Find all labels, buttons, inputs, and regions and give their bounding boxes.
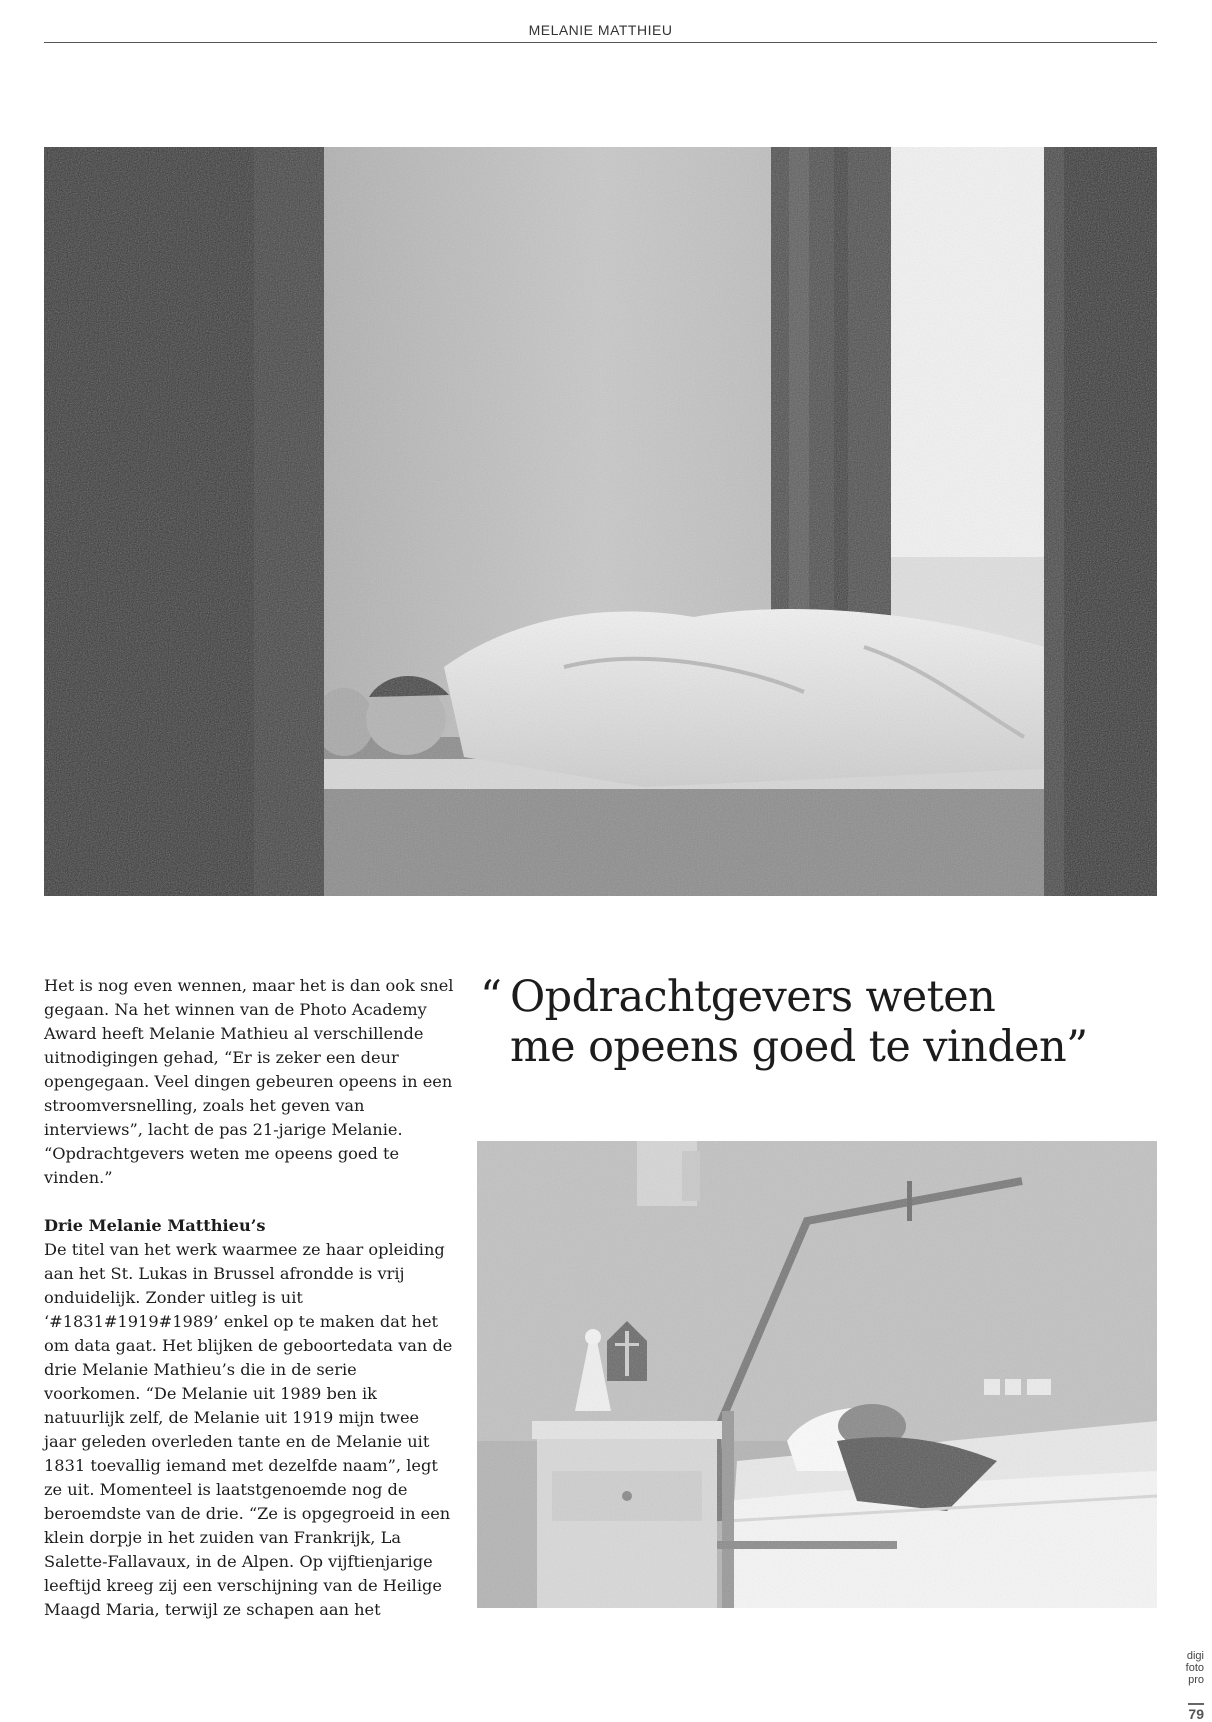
pull-quote-line-2: me opeens goed te vinden”: [510, 1022, 1088, 1072]
pull-quote-open-mark: “: [480, 972, 502, 1022]
header-title: MELANIE MATTHIEU: [528, 22, 673, 38]
brand-line-digi: digi: [1186, 1650, 1204, 1662]
photo-bed-through-doorway: [44, 147, 1157, 896]
running-header: [44, 0, 1157, 43]
page-number: 79: [1188, 1703, 1204, 1722]
article-body: [44, 974, 454, 1622]
section-paragraph: De titel van het werk waarmee ze haar opleiding aan het St. Lukas in Brussel afrondde is vrij onduidelijk. Zonder uitleg is uit ‘#1831#1919#1989’ enkel op te maken dat het om data gaat. Het blijken de geboortedata van de drie Melanie Mathieu’s die in de serie voorkomen. “De Melanie uit 1989 ben ik natuurlijk zelf, de Melanie uit 1919 mijn twee jaar geleden overleden tante en de Melanie uit 1831 toevallig iemand met dezelfde naam”, legt ze uit. Momenteel is laatstgenoemde nog de beroemdste van de drie. “Ze is opgegroeid in een klein dorpje in het zuiden van Frankrijk, La Salette-Fallavaux, in de Alpen. Op vijftienjarige leeftijd kreeg zij een verschijning van de Heilige Maagd Maria, terwijl ze schapen aan het: [44, 1240, 453, 1619]
brand-line-pro: pro: [1188, 1674, 1204, 1686]
section-heading: Drie Melanie Matthieu’s: [44, 1216, 266, 1235]
pull-quote-line-1: Opdrachtgevers weten: [510, 972, 996, 1022]
brand-line-foto: foto: [1185, 1662, 1204, 1674]
magazine-brand: [1164, 1650, 1204, 1686]
photo-hospital-bed: [477, 1141, 1157, 1608]
intro-paragraph: Het is nog even wennen, maar het is dan ook snel gegaan. Na het winnen van de Photo Academy Award heeft Melanie Mathieu al verschillende uitnodigingen gehad, “Er is zeker een deur opengegaan. Veel dingen gebeuren opeens in een stroomversnelling, zoals het geven van interviews”, lacht de pas 21-jarige Melanie. “Opdrachtgevers weten me opeens goed te vinden.”: [44, 976, 454, 1187]
